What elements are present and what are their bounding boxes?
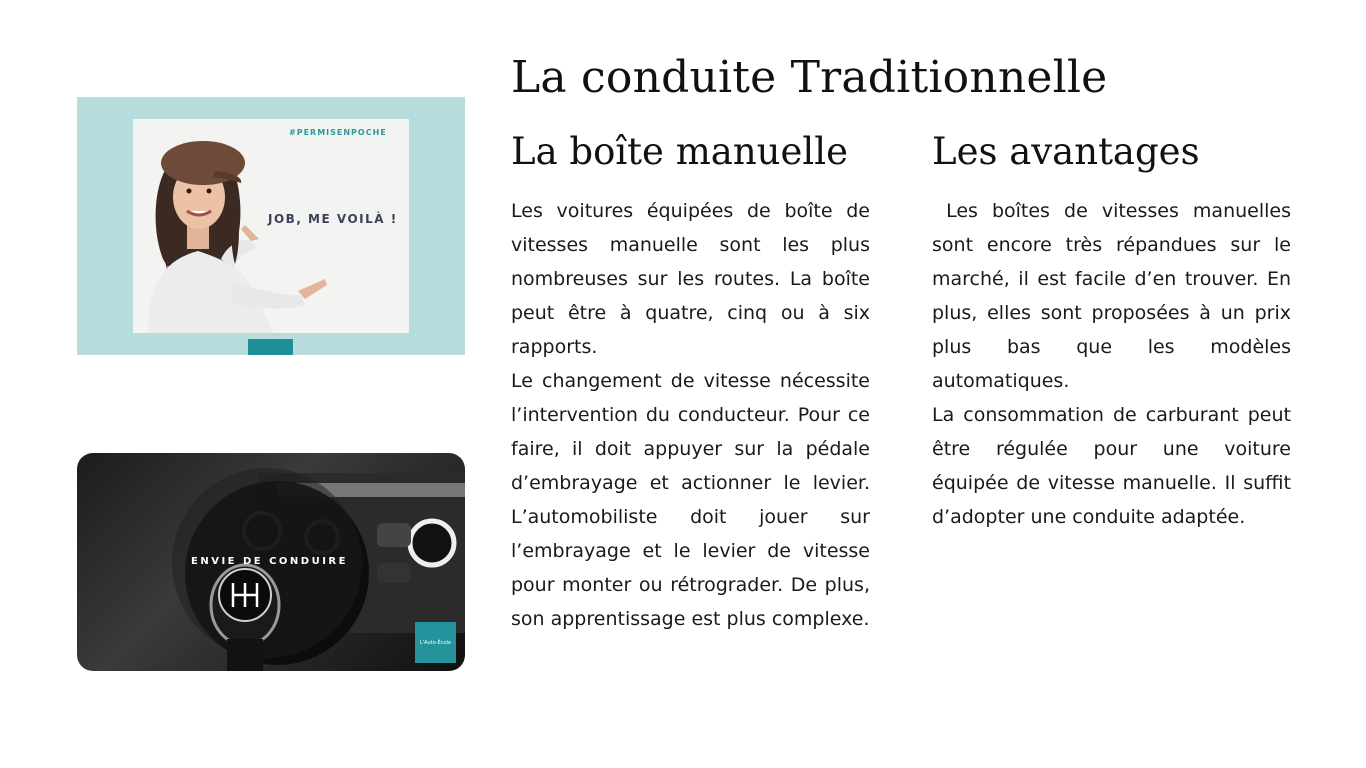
- promo-image-card: [133, 119, 409, 333]
- gear-shift-image: [77, 453, 465, 671]
- page-title: La conduite Traditionnelle: [511, 52, 1108, 103]
- advantages-section: [932, 128, 1298, 534]
- manual-gearbox-paragraph-1: Les voitures équipées de boîte de vitesses manuelle sont les plus nombreuses sur les routes. La boîte peut être à quatre, cinq ou à six rapports.: [511, 200, 870, 358]
- advantages-heading: Les avantages: [932, 130, 1200, 173]
- manual-gearbox-heading: La boîte manuelle: [511, 130, 848, 173]
- promo-tab-decoration: [248, 339, 293, 355]
- person-illustration: [133, 119, 409, 333]
- advantages-paragraph-2: La consommation de carburant peut être régulée pour une voiture équipée de vitesse manuelle. Il suffit d’adopter une conduite adaptée.: [932, 404, 1291, 528]
- slogan-text: JOB, ME VOILÀ !: [268, 212, 398, 226]
- hashtag-text: #PERMISENPOCHE: [289, 128, 387, 137]
- gear-caption-text: ENVIE DE CONDUIRE: [191, 556, 348, 567]
- autoecole-logo: [415, 622, 456, 663]
- logo-text: L'Auto-École: [419, 639, 452, 646]
- advantages-paragraph-1: Les boîtes de vitesses manuelles sont encore très répandues sur le marché, il est facile d’en trouver. En plus, elles sont proposées à un prix plus bas que les modèles automatiques.: [932, 200, 1298, 392]
- manual-gearbox-section: [511, 128, 870, 636]
- manual-gearbox-paragraph-2: Le changement de vitesse nécessite l’intervention du conducteur. Pour ce faire, il doit appuyer sur la pédale d’embrayage et actionner le levier. L’automobiliste doit jouer sur l’embrayage et le levier de vitesse pour monter ou rétrograder. De plus, son apprentissage est plus complexe.: [511, 370, 870, 630]
- promo-image: [77, 97, 465, 355]
